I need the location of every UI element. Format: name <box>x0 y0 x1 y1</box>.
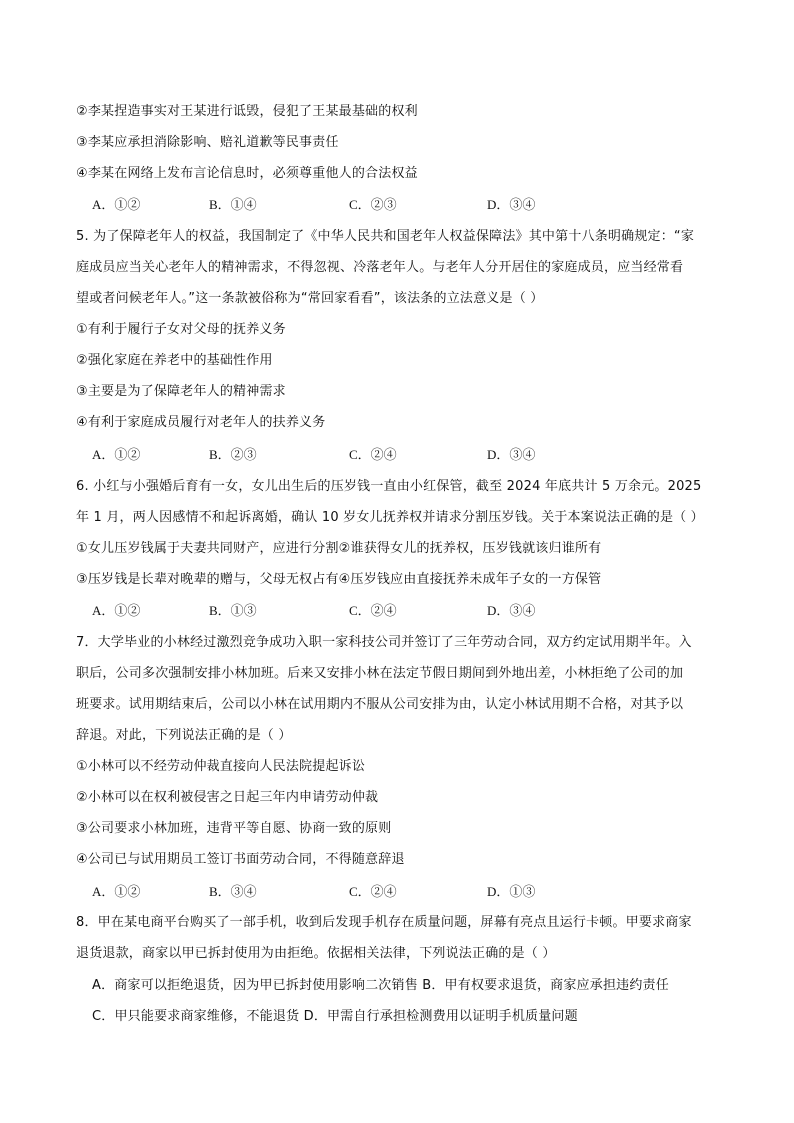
q8-stem-line-1: 8．甲在某电商平台购买了一部手机，收到后发现手机存在质量问题，屏幕有亮点且运行卡顿。甲要求商家 <box>76 915 692 930</box>
q7-stem-line-4: 辞退。对此，下列说法正确的是（ ） <box>76 728 292 743</box>
q5-option-b: B．②③ <box>209 447 257 462</box>
q4-option-d: D．③④ <box>487 197 536 212</box>
q6-option-b: B．①③ <box>209 603 257 618</box>
q4-option-b: B．①④ <box>209 197 257 212</box>
q6-item-line-2: ③压岁钱是长辈对晚辈的赠与，父母无权占有④压岁钱应由直接抚养未成年子女的一方保管 <box>76 572 602 587</box>
q5-option-c: C．②④ <box>349 447 397 462</box>
q5-item-4: ④有利于家庭成员履行对老年人的扶养义务 <box>76 415 326 430</box>
q5-item-2: ②强化家庭在养老中的基础性作用 <box>76 353 273 368</box>
q5-item-1: ①有利于履行子女对父母的抚养义务 <box>76 322 286 337</box>
q4-item-4: ④李某在网络上发布言论信息时，必须尊重他人的合法权益 <box>76 166 418 181</box>
q7-option-b: B．③④ <box>209 884 257 899</box>
q5-stem-line-3: 望或者问候老年人。”这一条款被俗称为“常回家看看”，该法条的立法意义是（ ） <box>76 291 544 306</box>
q6-stem-line-2: 年 1 月，两人因感情不和起诉离婚，确认 10 岁女儿抚养权并请求分割压岁钱。关于本案说法正确的是（ ） <box>76 510 704 525</box>
q8-option-line-1: A．商家可以拒绝退货，因为甲已拆封使用影响二次销售 B．甲有权要求退货，商家应承担违约责任 <box>92 978 669 993</box>
q4-option-c: C．②③ <box>349 197 397 212</box>
q6-stem-line-1: 6. 小红与小强婚后育有一女，女儿出生后的压岁钱一直由小红保管，截至 2024 年底共计 5 万余元。2025 <box>76 479 702 494</box>
q6-option-a: A．①② <box>92 603 141 618</box>
q7-item-3: ③公司要求小林加班，违背平等自愿、协商一致的原则 <box>76 821 392 836</box>
q5-item-3: ③主要是为了保障老年人的精神需求 <box>76 384 286 399</box>
q8-option-line-2: C．甲只能要求商家维修，不能退货 D．甲需自行承担检测费用以证明手机质量问题 <box>92 1009 578 1024</box>
q8-stem-line-2: 退货退款，商家以甲已拆封使用为由拒绝。依据相关法律，下列说法正确的是（ ） <box>76 946 556 961</box>
q7-option-c: C．②④ <box>349 884 397 899</box>
q6-option-c: C．②④ <box>349 603 397 618</box>
q7-option-d: D．①③ <box>487 884 536 899</box>
q5-stem-line-1: 5. 为了保障老年人的权益，我国制定了《中华人民共和国老年人权益保障法》其中第十八条明确规定：“家 <box>76 229 695 244</box>
q6-option-d: D．③④ <box>487 603 536 618</box>
q5-option-a: A．①② <box>92 447 141 462</box>
q4-item-3: ③李某应承担消除影响、赔礼道歉等民事责任 <box>76 135 339 150</box>
q7-item-1: ①小林可以不经劳动仲裁直接向人民法院提起诉讼 <box>76 759 366 774</box>
q5-option-d: D．③④ <box>487 447 536 462</box>
q4-item-2: ②李某捏造事实对王某进行诋毁，侵犯了王某最基础的权利 <box>76 104 418 119</box>
q6-item-line-1: ①女儿压岁钱属于夫妻共同财产，应进行分割②谁获得女儿的抚养权，压岁钱就该归谁所有 <box>76 541 602 556</box>
q7-stem-line-1: 7．大学毕业的小林经过激烈竞争成功入职一家科技公司并签订了三年劳动合同，双方约定试用期半年。入 <box>76 635 692 650</box>
q7-item-2: ②小林可以在权利被侵害之日起三年内申请劳动仲裁 <box>76 790 379 805</box>
q7-stem-line-2: 职后，公司多次强制安排小林加班。后来又安排小林在法定节假日期间到外地出差，小林拒绝了公司的加 <box>76 666 684 681</box>
q7-stem-line-3: 班要求。试用期结束后，公司以小林在试用期内不服从公司安排为由，认定小林试用期不合格，对其予以 <box>76 697 684 712</box>
q7-item-4: ④公司已与试用期员工签订书面劳动合同，不得随意辞退 <box>76 852 405 867</box>
q7-option-a: A．①② <box>92 884 141 899</box>
q4-option-a: A．①② <box>92 197 141 212</box>
q5-stem-line-2: 庭成员应当关心老年人的精神需求，不得忽视、冷落老年人。与老年人分开居住的家庭成员，应当经常看 <box>76 260 684 275</box>
